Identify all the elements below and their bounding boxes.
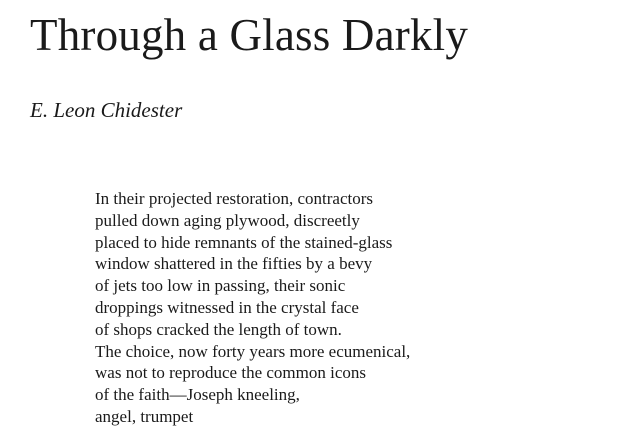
- poem-line: droppings witnessed in the crystal face: [95, 297, 359, 317]
- poem-line: of jets too low in passing, their sonic: [95, 276, 346, 296]
- poem-line: window shattered in the fifties by a bevy: [95, 254, 373, 274]
- poem-line: In their projected restoration, contractors: [95, 189, 374, 208]
- poem-line: angel, trumpet: [95, 406, 194, 426]
- poem-line: of the faith—Joseph kneeling,: [95, 385, 300, 405]
- poem-line: was not to reproduce the common icons: [95, 363, 366, 383]
- poem-line: placed to hide remnants of the stained-glass: [95, 232, 393, 252]
- author-name: E. Leon Chidester: [30, 98, 183, 122]
- poem-line: pulled down aging plywood, discreetly: [95, 210, 360, 230]
- poem-line: The choice, now forty years more ecumenical,: [95, 341, 411, 361]
- poem-body: [95, 188, 615, 428]
- poem-line: of shops cracked the length of town.: [95, 319, 342, 339]
- poem-title: Through a Glass Darkly: [30, 10, 469, 60]
